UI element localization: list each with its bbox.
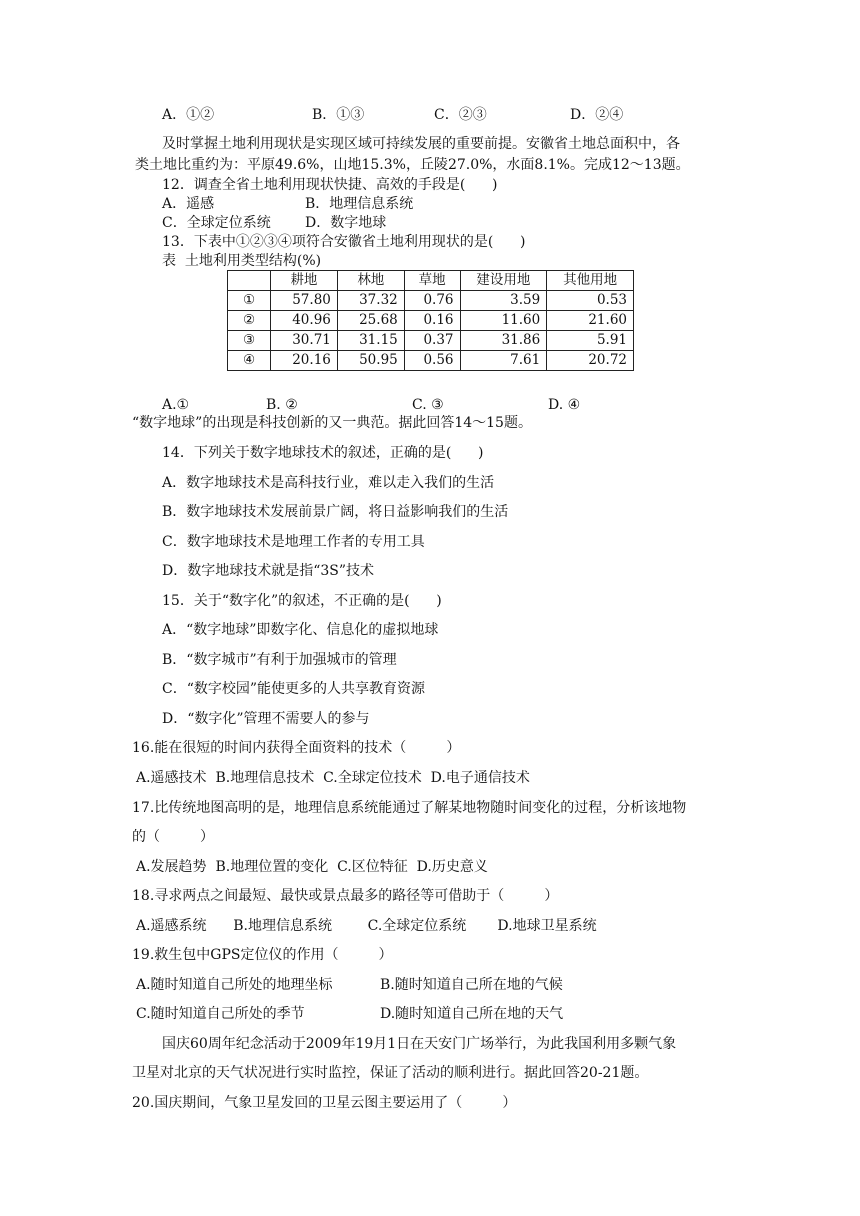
table-cell: 5.91: [547, 331, 634, 351]
question-14-option-b: B．数字地球技术发展前景广阔，将日益影响我们的生活: [162, 504, 509, 520]
question-19-option-a: A.随时知道自己所处的地理坐标: [136, 977, 333, 993]
question-18-stem: 18.寻求两点之间最短、最快或景点最多的路径等可借助于（ ）: [132, 888, 559, 904]
question-19-option-d: D.随时知道自己所在地的天气: [380, 1006, 564, 1022]
question-12-option-c: C．全球定位系统: [162, 215, 271, 231]
table-cell: 0.76: [404, 291, 460, 311]
table-header-cell: 建设用地: [460, 271, 547, 291]
question-12-option-a: A．遥感: [162, 196, 215, 212]
table-cell: ③: [228, 331, 271, 351]
table-cell: 20.16: [271, 351, 338, 371]
table-cell: 25.68: [337, 311, 404, 331]
table-cell: ④: [228, 351, 271, 371]
question-16-stem: 16.能在很短的时间内获得全面资料的技术（ ）: [132, 740, 461, 756]
question-13-option-b: B. ②: [266, 397, 298, 413]
question-19-option-b: B.随时知道自己所在地的气候: [380, 977, 563, 993]
question-19-option-c: C.随时知道自己所处的季节: [136, 1006, 305, 1022]
intro-20-line-2: 卫星对北京的天气状况进行实时监控，保证了活动的顺利进行。据此回答20-21题。: [132, 1065, 649, 1081]
question-15-option-b: B．“数字城市”有利于加强城市的管理: [162, 652, 397, 668]
question-12-option-b: B．地理信息系统: [305, 196, 414, 212]
question-14-stem: 14．下列关于数字地球技术的叙述，正确的是( ): [162, 445, 484, 461]
table-cell: ①: [228, 291, 271, 311]
table-cell: 31.15: [337, 331, 404, 351]
table-header-cell: 草地: [404, 271, 460, 291]
table-row: [228, 291, 634, 311]
table-header-cell: 耕地: [271, 271, 338, 291]
table-row: [228, 331, 634, 351]
intro-20-line-1: 国庆60周年纪念活动于2009年19月1日在天安门广场举行，为此我国利用多颗气象: [162, 1036, 677, 1052]
option-c: C．②③: [434, 107, 487, 123]
table-row: [228, 351, 634, 371]
table-caption: 表 土地利用类型结构(%): [162, 253, 322, 269]
question-17-stem-line-2: 的（ ）: [132, 829, 215, 845]
table-header-cell: 林地: [337, 271, 404, 291]
question-13-option-d: D. ④: [548, 397, 581, 413]
question-17-options: A.发展趋势 B.地理位置的变化 C.区位特征 D.历史意义: [136, 859, 488, 875]
table-cell: 50.95: [337, 351, 404, 371]
table-cell: 0.37: [404, 331, 460, 351]
option-b: B．①③: [312, 107, 365, 123]
question-15-option-c: C．“数字校园”能使更多的人共享教育资源: [162, 681, 426, 697]
question-13-stem: 13．下表中①②③④项符合安徽省土地利用现状的是( ): [162, 234, 526, 250]
table-cell: ②: [228, 311, 271, 331]
question-12-option-d: D．数字地球: [305, 215, 387, 231]
table-cell: 3.59: [460, 291, 547, 311]
question-15-option-a: A．“数字地球”即数字化、信息化的虚拟地球: [162, 622, 439, 638]
table-cell: 57.80: [271, 291, 338, 311]
question-17-stem-line-1: 17.比传统地图高明的是，地理信息系统能通过了解某地物随时间变化的过程，分析该地物: [132, 800, 687, 816]
table-row: [228, 311, 634, 331]
question-20-stem: 20.国庆期间，气象卫星发回的卫星云图主要运用了（ ）: [132, 1095, 517, 1111]
intro-12-line-2: 类土地比重约为：平原49.6%，山地15.3%，丘陵27.0%，水面8.1%。完成12～13题。: [135, 157, 690, 173]
intro-12-line-1: 及时掌握土地利用现状是实现区域可持续发展的重要前提。安徽省土地总面积中，各: [162, 136, 680, 152]
table-header-cell: 其他用地: [547, 271, 634, 291]
question-13-option-c: C. ③: [412, 397, 444, 413]
question-14-option-a: A．数字地球技术是高科技行业，难以走入我们的生活: [162, 475, 495, 491]
question-14-option-d: D．数字地球技术就是指“3S”技术: [162, 563, 375, 579]
land-use-table: [227, 270, 634, 371]
question-18-options: A.遥感系统 B.地理信息系统 C.全球定位系统 D.地球卫星系统: [136, 918, 597, 934]
table-cell: 20.72: [547, 351, 634, 371]
table-cell: 0.53: [547, 291, 634, 311]
question-19-stem: 19.救生包中GPS定位仪的作用（ ）: [132, 947, 393, 963]
option-a: A．①②: [162, 107, 215, 123]
question-16-options: A.遥感技术 B.地理信息技术 C.全球定位技术 D.电子通信技术: [136, 770, 530, 786]
table-header-cell: [228, 271, 271, 291]
question-12-stem: 12．调查全省土地利用现状快捷、高效的手段是( ): [162, 177, 498, 193]
table-cell: 21.60: [547, 311, 634, 331]
table-cell: 31.86: [460, 331, 547, 351]
question-15-option-d: D．“数字化”管理不需要人的参与: [162, 711, 370, 727]
table-cell: 40.96: [271, 311, 338, 331]
table-cell: 7.61: [460, 351, 547, 371]
table-header-row: [228, 271, 634, 291]
table-cell: 11.60: [460, 311, 547, 331]
question-15-stem: 15．关于“数字化”的叙述，不正确的是( ): [162, 593, 442, 609]
table-cell: 0.56: [404, 351, 460, 371]
table-cell: 0.16: [404, 311, 460, 331]
question-14-option-c: C．数字地球技术是地理工作者的专用工具: [162, 534, 425, 550]
table-cell: 37.32: [337, 291, 404, 311]
option-d: D．②④: [570, 107, 624, 123]
table-cell: 30.71: [271, 331, 338, 351]
intro-14: “数字地球”的出现是科技创新的又一典范。据此回答14～15题。: [132, 415, 532, 431]
question-13-option-a: A.①: [162, 397, 190, 413]
